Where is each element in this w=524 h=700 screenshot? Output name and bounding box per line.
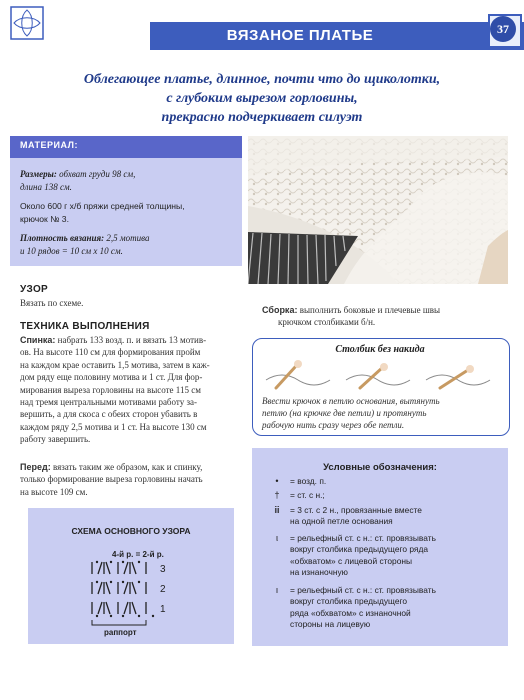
stitch-line: Ввести крючок в петлю основания, вытянуть bbox=[262, 396, 440, 406]
back-line: каждом ряду 2,5 мотива и 1 ст. На высоте 130 см bbox=[20, 421, 207, 432]
intro-line: Облегающее платье, длинное, почти что до щиколотки, bbox=[83, 72, 441, 87]
repeat-label: раппорт bbox=[104, 628, 137, 637]
knitted-fabric-photo bbox=[248, 136, 508, 284]
row-number: 2 bbox=[160, 584, 166, 595]
legend-line: = рельефный ст. с н.: ст. провязывать bbox=[290, 585, 436, 595]
back-label: Спинка: bbox=[20, 335, 56, 345]
yarn-line-2: крючок № 3. bbox=[20, 214, 69, 224]
crochet-chart-symbols bbox=[88, 560, 160, 620]
legend-item bbox=[290, 476, 500, 487]
legend-line: стороны на лицевую bbox=[290, 619, 371, 630]
density-value: 2,5 мотива bbox=[106, 233, 150, 243]
sizes-label: Размеры: bbox=[20, 169, 57, 179]
stitch-illustration bbox=[262, 358, 498, 392]
front-line: только формирование выреза горловины начать bbox=[20, 474, 203, 485]
front-line: на высоте 109 см. bbox=[20, 486, 88, 497]
front-line: вязать таким же образом, как и спинку, bbox=[52, 462, 203, 472]
scheme-top-label: 4-й р. = 2-й р. bbox=[112, 550, 164, 559]
density-line-2: и 10 рядов = 10 см х 10 см. bbox=[20, 246, 123, 256]
row-number: 3 bbox=[160, 564, 166, 575]
assembly-line: крючком столбиками б/н. bbox=[278, 317, 376, 328]
back-line: над тремя центральными мотивами работу за- bbox=[20, 397, 198, 408]
page-title: ВЯЗАНОЕ ПЛАТЬЕ bbox=[226, 27, 374, 44]
pattern-heading: УЗОР bbox=[20, 284, 49, 295]
back-line: мирования выреза горловины на высоте 115 см bbox=[20, 384, 201, 395]
back-line: ов. На высоте 110 см для формирования пройм bbox=[20, 347, 201, 358]
material-heading: МАТЕРИАЛ: bbox=[20, 140, 78, 150]
assembly-line: выполнить боковые и плечевые швы bbox=[299, 305, 441, 315]
pattern-text: Вязать по схеме. bbox=[20, 298, 84, 308]
back-line: работу завершить. bbox=[20, 434, 91, 445]
density-label: Плотность вязания: bbox=[20, 233, 105, 243]
front-instructions bbox=[20, 461, 242, 498]
stitch-line: рабочую нить сразу через обе петли. bbox=[262, 420, 405, 430]
cluster-symbol-icon: ⅲ bbox=[274, 505, 280, 515]
stitch-title: Столбик без накида bbox=[335, 344, 425, 355]
sizes-line-2: длина 138 см. bbox=[20, 182, 72, 192]
back-line: набрать 133 возд. п. и вязать 13 мотив- bbox=[57, 335, 207, 345]
row-number: 1 bbox=[160, 604, 166, 615]
legend-line: вокруг столбика предыдущего bbox=[290, 596, 408, 607]
intro-line: с глубоким вырезом горловины, bbox=[166, 91, 358, 106]
legend-line: = ст. с н.; bbox=[290, 490, 325, 500]
density-line bbox=[20, 232, 150, 244]
stitch-line: петлю (на крючке две петли) и протянуть bbox=[262, 408, 427, 418]
back-instructions bbox=[20, 334, 242, 446]
yarn-line: Около 600 г х/б пряжи средней толщины, bbox=[20, 201, 185, 211]
legend-item bbox=[290, 533, 500, 579]
double-crochet-symbol-icon: † bbox=[274, 490, 280, 500]
page-number: 37 bbox=[490, 16, 516, 42]
intro-line: прекрасно подчеркивает силуэт bbox=[161, 110, 363, 125]
stitch-description bbox=[262, 395, 498, 431]
front-post-symbol-icon: ι bbox=[276, 533, 278, 543]
legend-line: = возд. п. bbox=[290, 476, 327, 486]
scheme-title: СХЕМА ОСНОВНОГО УЗОРА bbox=[71, 526, 191, 536]
corner-ornament bbox=[10, 6, 44, 40]
sizes-value: обхват груди 98 см, bbox=[59, 169, 136, 179]
legend-line: вокруг столбика предыдущего ряда bbox=[290, 544, 429, 555]
legend-line: «обхватом» с лицевой стороны bbox=[290, 555, 412, 566]
technique-heading: ТЕХНИКА ВЫПОЛНЕНИЯ bbox=[20, 321, 150, 332]
legend-line: = рельефный ст. с н.: ст. провязывать bbox=[290, 533, 436, 543]
legend-item bbox=[290, 505, 500, 528]
legend-line: ряда «обхватом» с изнаночной bbox=[290, 607, 411, 618]
back-post-symbol-icon: ı bbox=[275, 585, 279, 595]
back-line: дом ряду еще половину мотива и 1 ст. Для фор- bbox=[20, 372, 203, 383]
front-label: Перед: bbox=[20, 462, 51, 472]
legend-line: = 3 ст. с 2 н., провязанные вместе bbox=[290, 505, 422, 515]
legend-line: на одной петле основания bbox=[290, 516, 393, 527]
legend-title: Условные обозначения: bbox=[323, 462, 437, 473]
chain-symbol-icon: • bbox=[275, 476, 279, 486]
legend-line: на изнаночную bbox=[290, 567, 348, 578]
assembly-text bbox=[262, 304, 508, 329]
assembly-label: Сборка: bbox=[262, 305, 298, 315]
intro-text bbox=[20, 70, 504, 127]
legend-item bbox=[290, 585, 500, 631]
legend-item bbox=[290, 490, 500, 501]
back-line: на каждом крае оставить 1,5 мотива, затем в каж- bbox=[20, 359, 210, 370]
back-line: вершить, а для скоса с обеих сторон убавить в bbox=[20, 409, 198, 420]
sizes-line bbox=[20, 168, 135, 180]
